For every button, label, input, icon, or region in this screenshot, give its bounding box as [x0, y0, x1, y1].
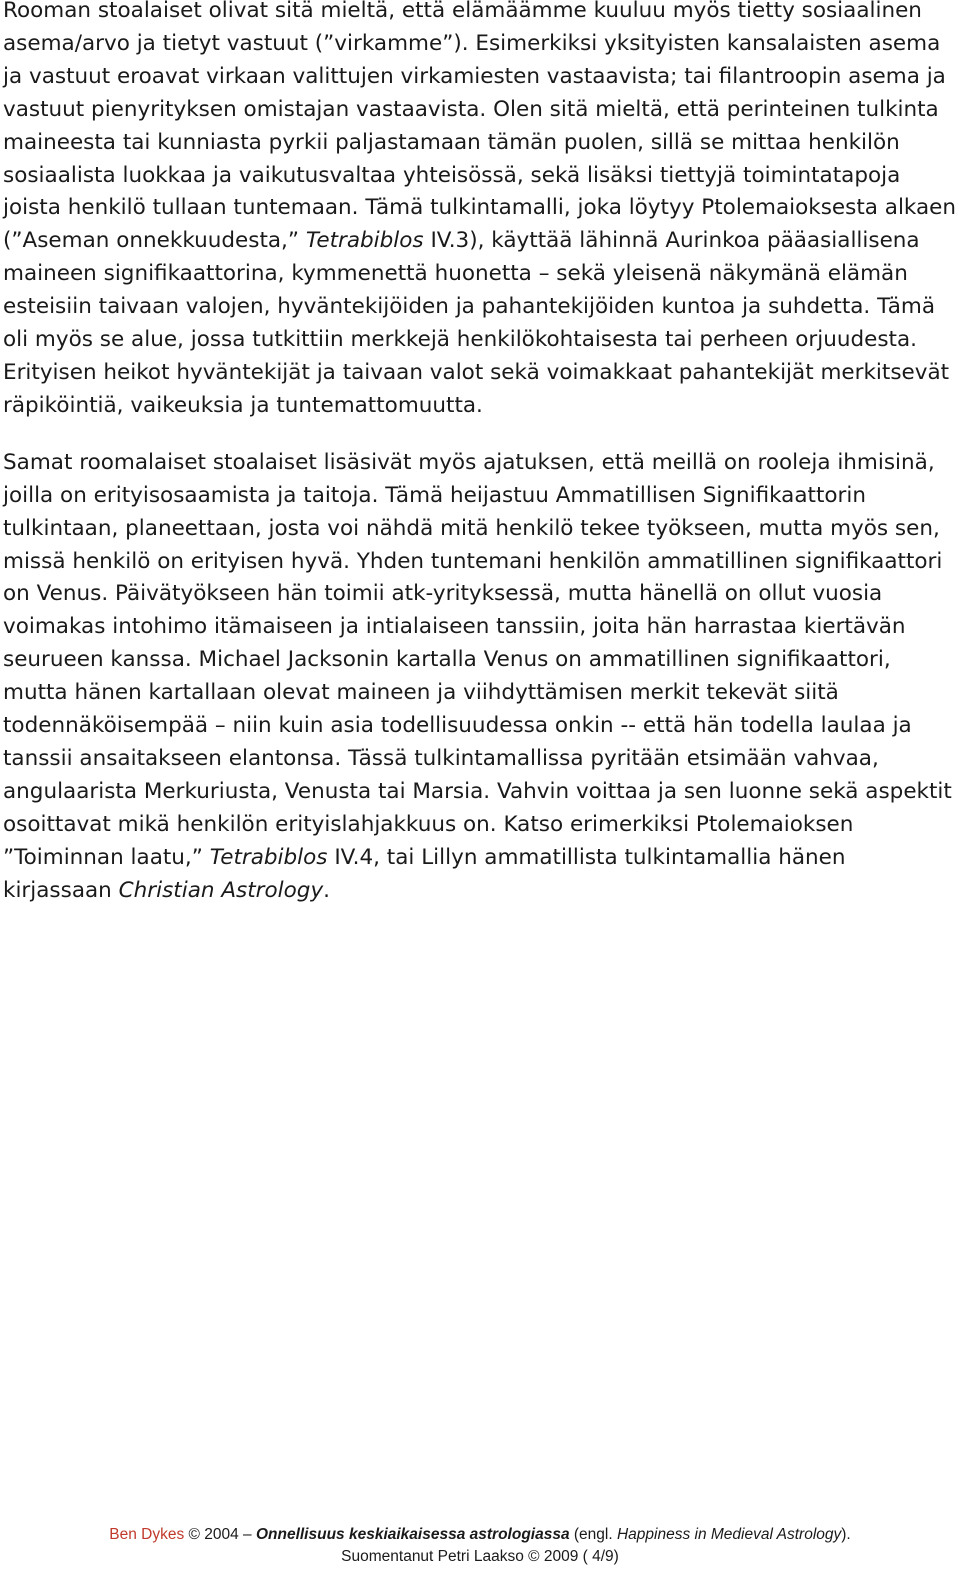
paragraph-text: Rooman stoalaiset olivat sitä mieltä, että elämäämme kuuluu myös tietty sosiaalinen asema/arvo ja tietyt vastuut (”virkamme”). Esimerkiksi yksityisten kansalaisten asema ja vastuut eroavat virkaan valittujen virkamiesten vastaavista; tai filantroopin asema ja vastuut pienyrityksen omistajan vastaavista.	[3, 0, 946, 122]
paragraph-1	[3, 0, 958, 423]
italic-title: Tetrabiblos	[305, 228, 424, 254]
footer-engl-title: Happiness in Medieval Astrology	[616, 1526, 842, 1543]
footer-book-title: Onnellisuus keskiaikaisessa astrologiassa	[255, 1526, 570, 1543]
footer-copyright: © 2004 –	[184, 1526, 256, 1543]
document-page	[3, 0, 958, 907]
paragraph-text: .	[323, 877, 331, 903]
paragraph-text: IV.3), käyttää lähinnä Aurinkoa pääasiallisena maineen signifikaattorina, kymmenettä huonetta – sekä yleisenä näkymänä elämän esteisiin taivaan valojen, hyväntekijöiden ja pahantekijöiden kuntoa ja suhdetta. Tämä oli myös se alue, jossa tutkittiin merkkejä henkilökohtaisesta tai perheen orjuudesta. Erityisen heikot hyväntekijät ja taivaan valot sekä voimakkaat pahantekijät merkitsevät räpiköintiä, vaikeuksia ja tuntemattomuutta.	[3, 228, 950, 418]
paragraph-text: IV.4, tai Lillyn ammatillista tulkintamallia hänen kirjassaan	[3, 844, 846, 903]
italic-title: Tetrabiblos	[209, 844, 328, 870]
footer-engl-prefix: (engl.	[569, 1526, 617, 1543]
footer-citation	[0, 1524, 960, 1546]
footer-author: Ben Dykes	[109, 1526, 185, 1543]
paragraph-text: Samat roomalaiset stoalaiset lisäsivät myös ajatuksen, että meillä on rooleja ihmisinä, joilla on erityisosaamista ja taitoja. Tämä heijastuu Ammatillisen Signifikaattorin tulkintaan, planeettaan, josta voi nähdä mitä henkilö tekee työkseen, mutta myös sen, missä henkilö on erityisen hyvä. Yhden tuntemani henkilön ammatillinen signifikaattori on Venus. Päivätyökseen hän toimii atk-yrityksessä, mutta hänellä on ollut vuosia voimakas intohimo itämaiseen ja intialaiseen tanssiin, joita hän harrastaa kiertävän seurueen kanssa. Michael Jacksonin kartalla Venus on ammatillinen signifikaattori, mutta hänen kartallaan olevat maineen ja viihdyttämisen merkit tekevät siitä todennäköisempää – niin kuin asia todellisuudessa onkin -- että hän todella laulaa ja tanssii ansaitakseen elantonsa. Tässä tulkintamallissa pyritään etsimään vahvaa, angulaarista Merkuriusta, Venusta tai Marsia. Vahvin voittaa ja sen luonne sekä aspektit osoittavat mikä henkilön erityislahjakkuus on. Katso erimerkiksi Ptolemaioksen ”Toiminnan laatu,”	[3, 449, 952, 870]
paragraph-text: Olen sitä mieltä, että perinteinen tulkinta maineesta tai kunniasta pyrkii paljastamaan tämän puolen, sillä se mittaa henkilön sosiaalista luokkaa ja vaikutusvaltaa yhteisössä, sekä lisäksi tiettyjä toimintatapoja joista henkilö tullaan tuntemaan. Tämä tulkintamalli, joka löytyy Ptolemaioksesta alkaen (”Aseman onnekkuudesta,”	[3, 96, 957, 254]
paragraph-2	[3, 447, 958, 908]
footer-translator: Suomentanut Petri Laakso © 2009 ( 4/9)	[341, 1548, 619, 1565]
italic-title: Christian Astrology	[118, 877, 324, 903]
footer-engl-suffix: ).	[841, 1526, 851, 1543]
